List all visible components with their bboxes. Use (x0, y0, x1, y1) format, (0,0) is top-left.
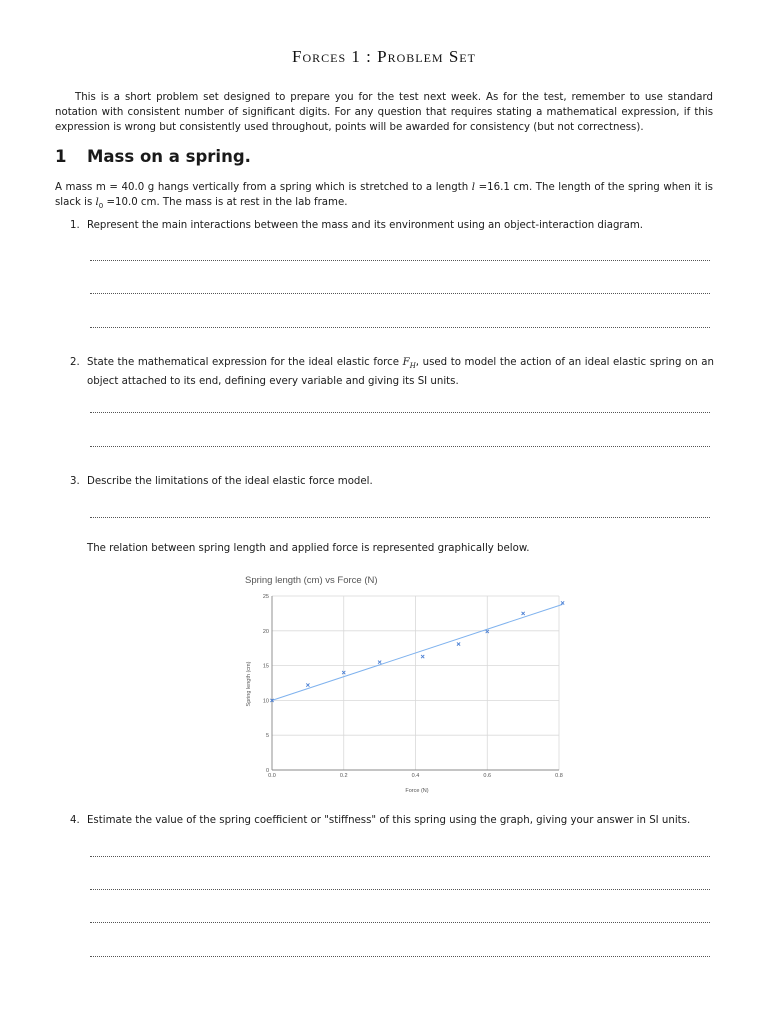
answer-line[interactable] (90, 956, 710, 957)
x-tick-label: 0.6 (483, 773, 492, 779)
data-point (378, 661, 381, 664)
answer-line[interactable] (90, 856, 710, 857)
y-tick-label: 15 (262, 663, 269, 670)
section-number: 1 (55, 147, 67, 166)
y-tick-label: 0 (265, 768, 269, 774)
question-text-part: State the mathematical expression for the ideal elastic force (87, 357, 403, 368)
prompt-text: =10.0 cm. The mass is at rest in the lab frame. (103, 197, 348, 208)
question-text (70, 355, 714, 389)
var-l: l (471, 182, 476, 193)
section-title: Mass on a spring. (87, 147, 251, 166)
question-3 (70, 474, 714, 489)
question-number: 1. (70, 220, 80, 231)
var-f-subscript: H (409, 362, 416, 371)
var-l0-subscript: 0 (98, 202, 104, 211)
x-tick-label: 0.0 (268, 773, 276, 779)
question-1 (70, 218, 714, 233)
x-tick-label: 0.4 (411, 773, 420, 779)
chart-intro: The relation between spring length and applied force is represented graphically below. (87, 543, 530, 554)
question-number: 2. (70, 357, 80, 368)
question-2 (70, 355, 714, 389)
data-point (457, 642, 460, 645)
x-tick-label: 0.2 (339, 773, 348, 779)
var-f: F (402, 357, 410, 368)
prompt-text: =16.1 cm. The length of the spring when it is slack is (55, 182, 713, 208)
y-tick-label: 5 (265, 733, 269, 740)
question-text: Estimate the value of the spring coefficient or "stiffness" of this spring using the graph, giving your answer in SI units. (87, 815, 691, 826)
var-l0: l (95, 197, 99, 208)
answer-line[interactable] (90, 293, 710, 294)
answer-line[interactable] (90, 446, 710, 447)
page-title: Forces 1 : Problem Set (292, 47, 476, 66)
answer-line[interactable] (90, 922, 710, 923)
data-point (421, 655, 424, 658)
answer-line[interactable] (90, 889, 710, 890)
answer-line[interactable] (90, 517, 710, 518)
question-number: 3. (70, 476, 80, 487)
y-tick-label: 20 (262, 628, 269, 635)
data-point (561, 601, 564, 604)
question-text: Describe the limitations of the ideal elastic force model. (87, 476, 373, 487)
question-number: 4. (70, 815, 80, 826)
scatter-chart (232, 570, 562, 798)
intro-paragraph: This is a short problem set designed to prepare you for the test next week. As for the test, remember to use standard notation with consistent number of significant digits. For any question that requires stating a mathematical expression, if this expression is wrong but consistently used throughout, points will be awarded for consistency (but not correctness). (55, 92, 713, 133)
question-4 (70, 813, 714, 828)
trendline (272, 604, 563, 700)
answer-line[interactable] (90, 260, 710, 261)
chart-title: Spring length (cm) vs Force (N) (245, 575, 378, 586)
problem-statement (55, 180, 713, 214)
data-point (306, 683, 309, 686)
x-axis-label: Force (N) (405, 788, 429, 794)
data-point (522, 612, 525, 615)
answer-line[interactable] (90, 412, 710, 413)
section-heading (55, 147, 251, 166)
y-axis-label: Spring length (cm) (246, 661, 252, 707)
question-text-part: , used to model the action of an ideal elastic spring on an object attached to its end, defining every variable and giving its SI units. (87, 357, 714, 388)
y-tick-label: 25 (262, 594, 269, 600)
y-tick-label: 10 (262, 698, 269, 705)
chart (232, 570, 562, 798)
prompt-text: A mass m = 40.0 g hangs vertically from a spring which is stretched to a length (55, 182, 472, 193)
x-tick-label: 0.8 (555, 773, 563, 779)
question-text: Represent the main interactions between the mass and its environment using an object-interaction diagram. (87, 220, 644, 231)
answer-line[interactable] (90, 327, 710, 328)
